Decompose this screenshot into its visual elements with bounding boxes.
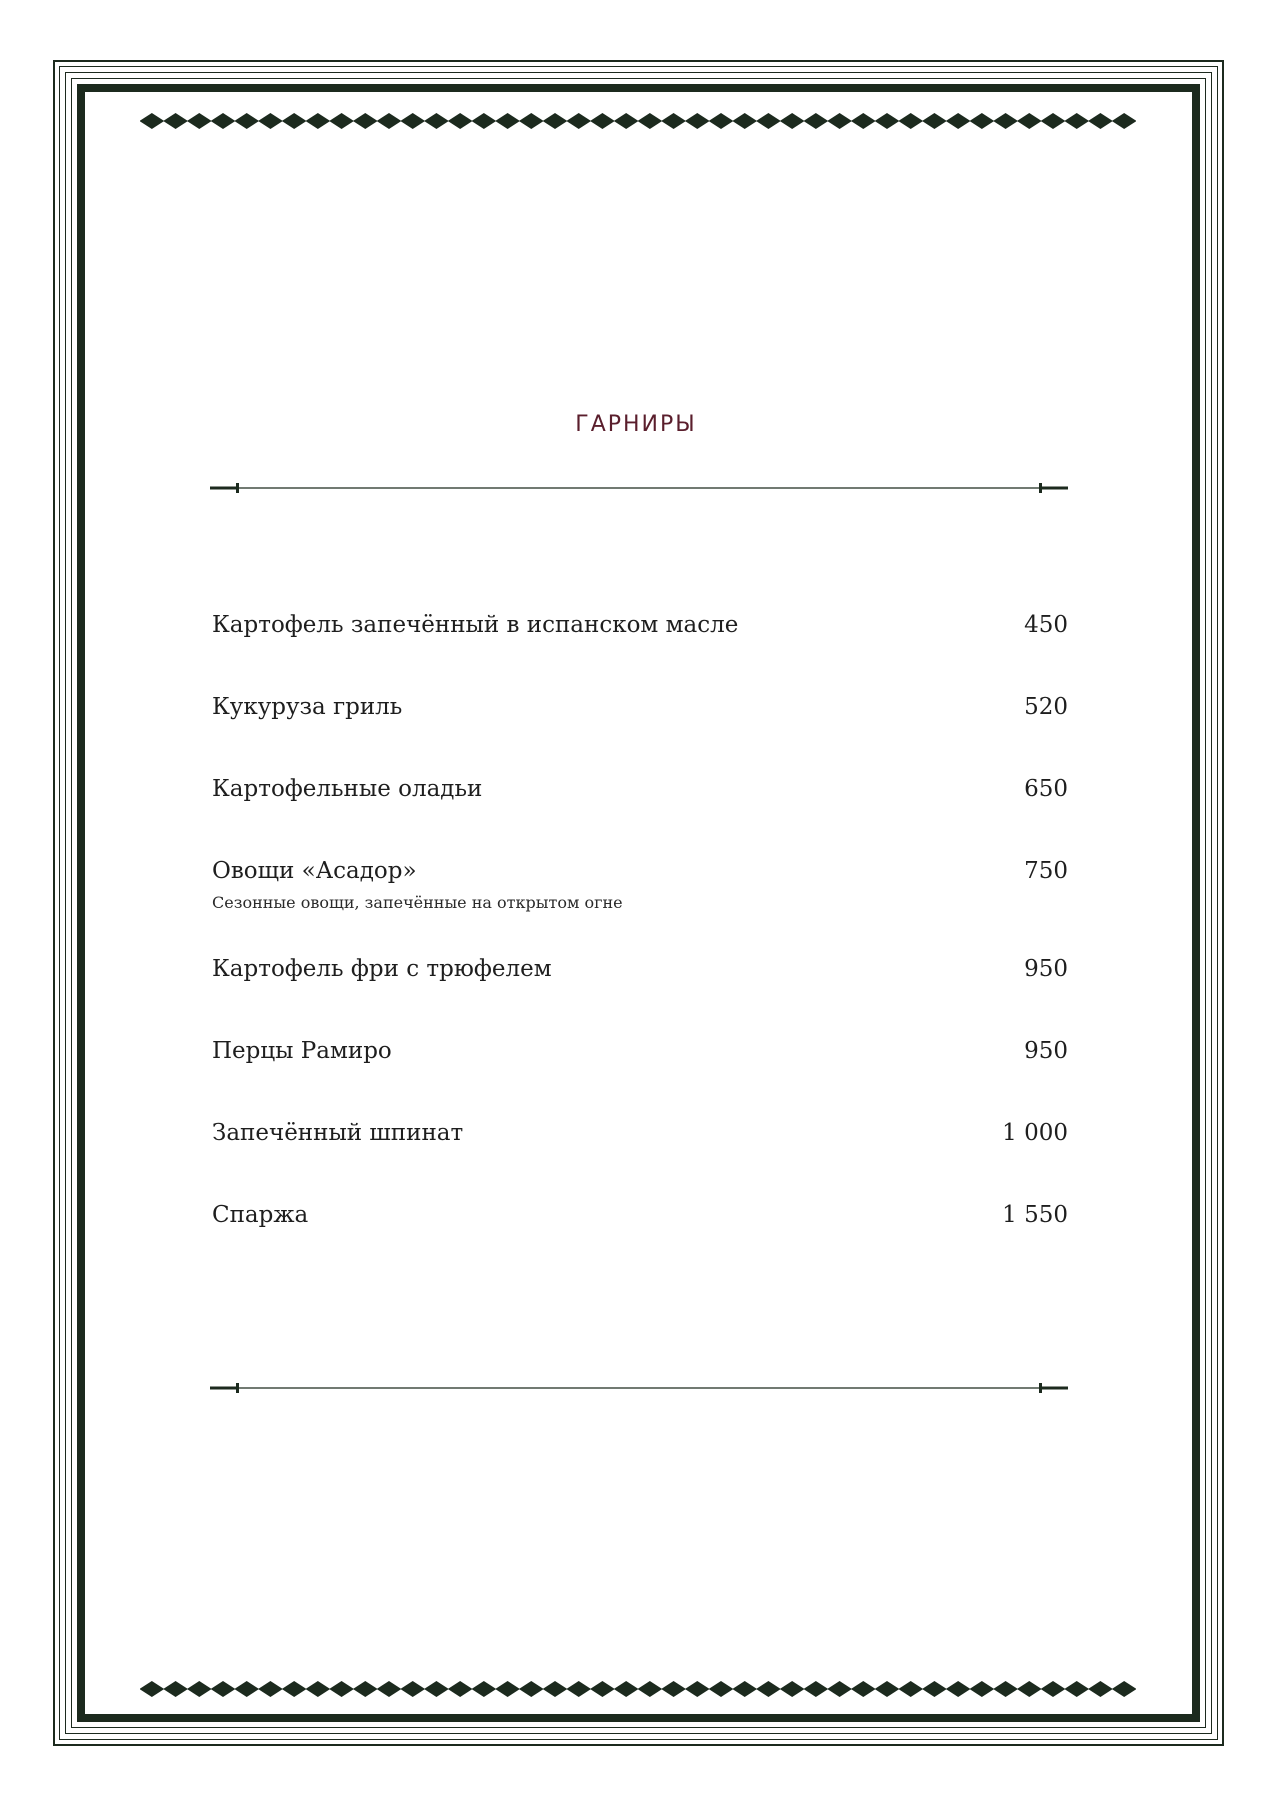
diamond-icon — [519, 1681, 544, 1697]
diamond-icon — [306, 1681, 331, 1697]
diamond-icon — [472, 1681, 497, 1697]
menu-item-row — [212, 1108, 1068, 1158]
diamond-icon — [353, 113, 378, 129]
diamond-icon — [400, 113, 425, 129]
diamond-icon — [685, 1681, 710, 1697]
diamond-icon — [258, 1681, 283, 1697]
menu-item-name: Спаржа — [212, 1202, 309, 1228]
diamond-icon — [543, 113, 568, 129]
diamond-icon — [1017, 1681, 1042, 1697]
diamond-icon — [804, 1681, 829, 1697]
diamond-icon — [140, 113, 164, 129]
diamond-icon — [851, 1681, 876, 1697]
menu-item-price: 450 — [1024, 612, 1068, 638]
diamond-icon — [922, 113, 947, 129]
menu-item — [212, 764, 1068, 814]
bottom-diamond-chain-icon — [140, 1678, 1136, 1700]
diamond-icon — [448, 113, 473, 129]
diamond-icon — [424, 113, 449, 129]
diamond-icon — [946, 113, 971, 129]
menu-item-name: Картофель запечённый в испанском масле — [212, 612, 739, 638]
diamond-icon — [590, 1681, 615, 1697]
diamond-icon — [187, 113, 212, 129]
diamond-icon — [709, 1681, 734, 1697]
menu-item-name: Кукуруза гриль — [212, 694, 403, 720]
diamond-icon — [377, 1681, 402, 1697]
diamond-icon — [519, 113, 544, 129]
diamond-icon — [638, 1681, 663, 1697]
diamond-icon — [211, 1681, 236, 1697]
menu-item-price: 750 — [1024, 858, 1068, 884]
diamond-icon — [258, 113, 283, 129]
diamond-icon — [875, 113, 900, 129]
menu-item-price: 650 — [1024, 776, 1068, 802]
diamond-icon — [211, 113, 236, 129]
menu-item-row — [212, 846, 1068, 896]
diamond-icon — [543, 1681, 568, 1697]
diamond-icon — [495, 1681, 520, 1697]
diamond-icon — [898, 1681, 923, 1697]
menu-item-name: Запечённый шпинат — [212, 1120, 464, 1146]
diamond-icon — [993, 1681, 1018, 1697]
diamond-icon — [970, 113, 995, 129]
menu-item — [212, 682, 1068, 732]
menu-item-price: 1 000 — [1002, 1120, 1068, 1146]
diamond-icon — [448, 1681, 473, 1697]
diamond-icon — [234, 113, 259, 129]
menu-list — [212, 600, 1068, 1272]
menu-item-price: 1 550 — [1002, 1202, 1068, 1228]
diamond-icon — [993, 113, 1018, 129]
top-diamond-chain-icon — [140, 110, 1136, 132]
diamond-icon — [614, 1681, 639, 1697]
diamond-icon — [756, 1681, 781, 1697]
diamond-icon — [1017, 113, 1042, 129]
menu-item-name: Овощи «Асадор» — [212, 858, 417, 884]
menu-item-name: Картофель фри с трюфелем — [212, 956, 552, 982]
diamond-icon — [922, 1681, 947, 1697]
section-title: ГАРНИРЫ — [575, 412, 697, 437]
diamond-icon — [827, 113, 852, 129]
diamond-icon — [1112, 113, 1136, 129]
diamond-icon — [234, 1681, 259, 1697]
menu-item-name: Картофельные оладьи — [212, 776, 483, 802]
menu-item — [212, 600, 1068, 650]
diamond-icon — [377, 113, 402, 129]
top-divider-icon — [210, 481, 1068, 495]
diamond-icon — [661, 1681, 686, 1697]
diamond-icon — [472, 113, 497, 129]
diamond-icon — [661, 113, 686, 129]
menu-item-name: Перцы Рамиро — [212, 1038, 392, 1064]
diamond-icon — [1112, 1681, 1136, 1697]
menu-item-description: Сезонные овощи, запечённые на открытом огне — [212, 893, 623, 912]
diamond-icon — [329, 1681, 354, 1697]
diamond-icon — [756, 113, 781, 129]
menu-item — [212, 1026, 1068, 1076]
diamond-icon — [566, 113, 591, 129]
diamond-icon — [163, 1681, 188, 1697]
diamond-icon — [970, 1681, 995, 1697]
diamond-icon — [614, 113, 639, 129]
diamond-icon — [495, 113, 520, 129]
diamond-icon — [1041, 113, 1066, 129]
diamond-icon — [638, 113, 663, 129]
diamond-icon — [875, 1681, 900, 1697]
diamond-icon — [732, 113, 757, 129]
menu-item-price: 950 — [1024, 1038, 1068, 1064]
diamond-icon — [590, 113, 615, 129]
menu-item — [212, 1108, 1068, 1158]
diamond-icon — [329, 113, 354, 129]
diamond-icon — [1064, 113, 1089, 129]
diamond-icon — [424, 1681, 449, 1697]
menu-item-row — [212, 682, 1068, 732]
diamond-icon — [353, 1681, 378, 1697]
diamond-icon — [566, 1681, 591, 1697]
diamond-icon — [1088, 113, 1113, 129]
menu-item — [212, 1190, 1068, 1240]
diamond-icon — [780, 113, 805, 129]
menu-item-row — [212, 600, 1068, 650]
diamond-icon — [140, 1681, 164, 1697]
menu-item-row — [212, 944, 1068, 994]
diamond-icon — [1041, 1681, 1066, 1697]
diamond-icon — [282, 1681, 307, 1697]
diamond-icon — [804, 113, 829, 129]
diamond-icon — [1088, 1681, 1113, 1697]
menu-item-row — [212, 1190, 1068, 1240]
diamond-icon — [685, 113, 710, 129]
diamond-icon — [732, 1681, 757, 1697]
menu-item-price: 950 — [1024, 956, 1068, 982]
diamond-icon — [282, 113, 307, 129]
diamond-icon — [306, 113, 331, 129]
diamond-icon — [709, 113, 734, 129]
diamond-icon — [163, 113, 188, 129]
menu-item-row — [212, 764, 1068, 814]
menu-item-row — [212, 1026, 1068, 1076]
bottom-divider-icon — [210, 1381, 1068, 1395]
diamond-icon — [898, 113, 923, 129]
diamond-icon — [187, 1681, 212, 1697]
diamond-icon — [827, 1681, 852, 1697]
diamond-icon — [946, 1681, 971, 1697]
diamond-icon — [1064, 1681, 1089, 1697]
diamond-icon — [851, 113, 876, 129]
menu-item — [212, 944, 1068, 994]
menu-item-price: 520 — [1024, 694, 1068, 720]
diamond-icon — [400, 1681, 425, 1697]
diamond-icon — [780, 1681, 805, 1697]
menu-item — [212, 846, 1068, 914]
